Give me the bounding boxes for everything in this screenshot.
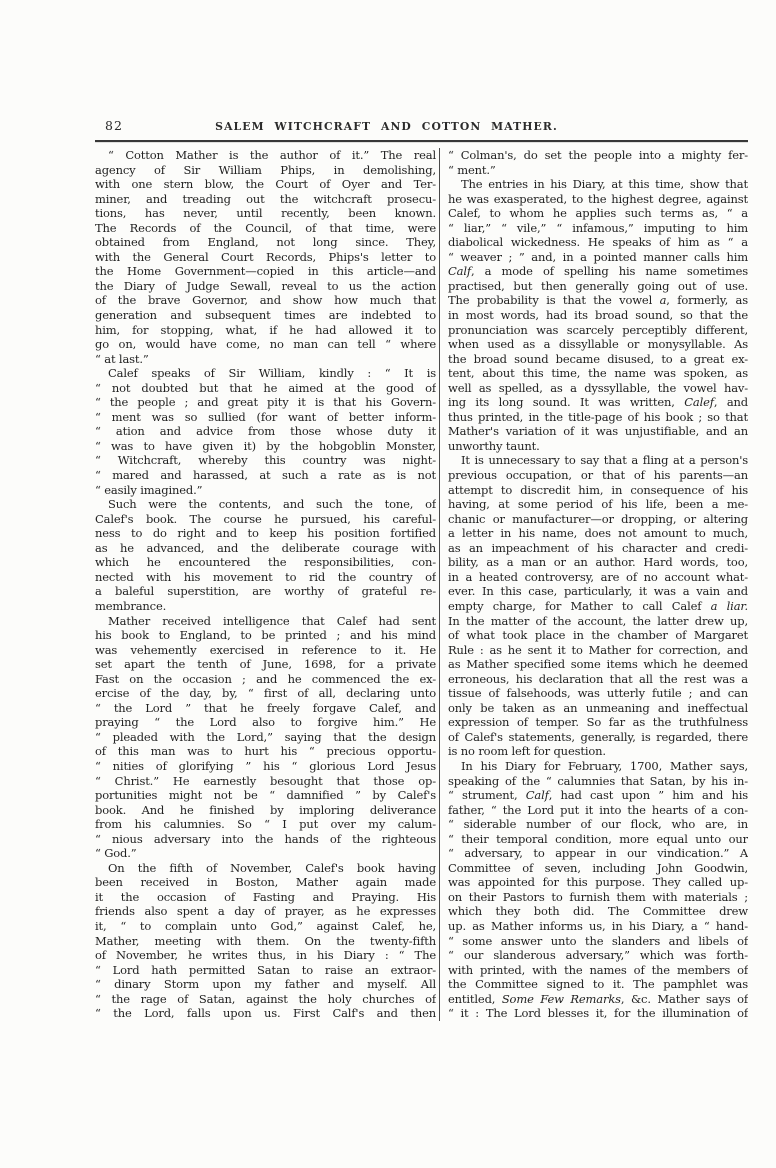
text-line: father, “ the Lord put it into the hearts of a con- bbox=[448, 802, 748, 817]
text-line: up. as Mather informs us, in his Diary, a “ hand- bbox=[448, 918, 748, 933]
left-column bbox=[95, 148, 436, 1021]
text-line: set apart the tenth of June, 1698, for a private bbox=[95, 657, 436, 672]
text-line: of this man was to hurt his “ precious opportu- bbox=[95, 744, 436, 759]
text-line: “ easily imagined.” bbox=[95, 482, 203, 497]
text-line: portunities might not be “ damnified ” by Calef's bbox=[95, 788, 436, 803]
text-block bbox=[95, 116, 748, 1021]
text-line: expression of temper. So far as the truthfulness bbox=[448, 715, 748, 730]
text-line: previous occupation, or that of his parents—an bbox=[448, 468, 748, 483]
text-line: generation and subsequent times are indebted to bbox=[95, 308, 436, 323]
text-line: him, for stopping, what, if he had allowed it to bbox=[95, 322, 436, 337]
text-line: a letter in his name, does not amount to much, bbox=[448, 526, 748, 541]
text-line: practised, but then generally going out of use. bbox=[448, 278, 748, 293]
text-line: in most words, had its broad sound, so that the bbox=[448, 308, 748, 323]
text-line: his book to England, to be printed ; and his mind bbox=[95, 628, 436, 643]
text-line: when used as a dissyllable or monysyllable. As bbox=[448, 337, 748, 352]
text-line: “ our slanderous adversary,” which was forth- bbox=[448, 948, 748, 963]
two-column-body bbox=[95, 148, 748, 1021]
text-line: thus printed, in the title-page of his book ; so that bbox=[448, 409, 748, 424]
text-line: book. And he finished by imploring deliverance bbox=[95, 802, 436, 817]
text-line: entitled, Some Few Remarks, &c. Mather says of bbox=[448, 991, 748, 1006]
text-line: he was exasperated, to the highest degree, against bbox=[448, 191, 748, 206]
text-line: “ some answer unto the slanders and libels of bbox=[448, 933, 748, 948]
text-line: attempt to discredit him, in consequence of his bbox=[448, 482, 748, 497]
text-line: of November, he writes thus, in his Diary : “ The bbox=[95, 948, 436, 963]
text-line: ever. In this case, particularly, it was a vain and bbox=[448, 584, 748, 599]
text-line: Committee of seven, including John Goodwin, bbox=[448, 860, 748, 875]
text-line: Calef's book. The course he pursued, his careful- bbox=[95, 511, 436, 526]
text-line: tent, about this time, the name was spoken, as bbox=[448, 366, 748, 381]
text-line: unworthy taunt. bbox=[448, 438, 540, 453]
text-line: “ Lord hath permitted Satan to raise an extraor- bbox=[95, 962, 436, 977]
text-line: “ it : The Lord blesses it, for the illumination of bbox=[448, 1006, 748, 1021]
text-line: “ Colman's, do set the people into a mighty fer- bbox=[448, 148, 748, 162]
page-header bbox=[95, 116, 748, 137]
text-line: which he encountered the responsibilities, con- bbox=[95, 555, 436, 570]
text-line: from his calumnies. So “ I put over my calum- bbox=[95, 817, 436, 832]
text-line: which they both did. The Committee drew bbox=[448, 904, 748, 919]
text-line: having, at some period of his life, been a me- bbox=[448, 497, 748, 512]
text-line: the Home Government—copied in this article—and bbox=[95, 264, 436, 279]
text-line: “ the Lord, falls upon us. First Calf's and then bbox=[95, 1006, 436, 1021]
text-line: miner, and treading out the witchcraft prosecu- bbox=[95, 191, 436, 206]
text-line: The probability is that the vowel a, formerly, as bbox=[448, 293, 748, 308]
text-line: “ the people ; and great pity it is that his Govern- bbox=[95, 395, 436, 410]
text-line: “ Christ.” He earnestly besought that those op- bbox=[95, 773, 436, 788]
text-line: “ nities of glorifying ” his “ glorious Lord Jesus bbox=[95, 758, 436, 773]
text-line: praying “ the Lord also to forgive him.” He bbox=[95, 715, 436, 730]
column-divider bbox=[439, 148, 440, 1021]
text-line: Mather received intelligence that Calef had sent bbox=[108, 613, 436, 628]
text-line: with printed, with the names of the members of bbox=[448, 962, 748, 977]
text-line: “ the rage of Satan, against the holy churches of bbox=[95, 991, 436, 1006]
text-line: “ Cotton Mather is the author of it.” The real bbox=[108, 148, 436, 162]
text-line: “ Witchcraft, whereby this country was night- bbox=[95, 453, 436, 468]
text-line: “ adversary, to appear in our vindication.” A bbox=[448, 846, 748, 861]
text-line: obtained from England, not long since. They, bbox=[95, 235, 436, 250]
text-line: “ mared and harassed, at such a rate as is not bbox=[95, 468, 436, 483]
text-line: as Mather specified some items which he deemed bbox=[448, 657, 748, 672]
text-line: Fast on the occasion ; and he commenced the ex- bbox=[95, 671, 436, 686]
text-line: the Diary of Judge Sewall, reveal to us the action bbox=[95, 278, 436, 293]
text-line: as he advanced, and the deliberate courage with bbox=[95, 540, 436, 555]
text-line: a baleful superstition, are worthy of grateful re- bbox=[95, 584, 436, 599]
text-line: Such were the contents, and such the tone, of bbox=[108, 497, 436, 512]
text-line: ercise of the day, by, “ first of all, declaring unto bbox=[95, 686, 436, 701]
text-line: “ siderable number of our flock, who are, in bbox=[448, 817, 748, 832]
text-line: bility, as a man or an author. Hard words, too, bbox=[448, 555, 748, 570]
text-line: in a heated controversy, are of no account what- bbox=[448, 569, 748, 584]
text-line: agency of Sir William Phips, in demolishing, bbox=[95, 162, 436, 177]
text-line: “ pleaded with the Lord,” saying that the design bbox=[95, 729, 436, 744]
text-line: Rule : as he sent it to Mather for correction, and bbox=[448, 642, 748, 657]
text-line: “ strument, Calf, had cast upon ” him and his bbox=[448, 788, 748, 803]
text-line: “ ment.” bbox=[448, 162, 496, 177]
text-line: was vehemently exercised in reference to it. He bbox=[95, 642, 436, 657]
text-line: the Committee signed to it. The pamphlet was bbox=[448, 977, 748, 992]
text-line: The Records of the Council, of that time, were bbox=[95, 220, 436, 235]
text-line: “ liar,” “ vile,” “ infamous,” imputing to him bbox=[448, 220, 748, 235]
text-line: is no room left for question. bbox=[448, 744, 606, 759]
text-line: friends also spent a day of prayer, as he expresses bbox=[95, 904, 436, 919]
text-line: “ not doubted but that he aimed at the good of bbox=[95, 380, 436, 395]
text-line: ness to do right and to keep his position fortified bbox=[95, 526, 436, 541]
text-line: Mather's variation of it was unjustifiable, and an bbox=[448, 424, 748, 439]
text-line: well as spelled, as a dyssyllable, the vowel hav- bbox=[448, 380, 748, 395]
text-line: Calf, a mode of spelling his name sometimes bbox=[448, 264, 748, 279]
right-column bbox=[448, 148, 748, 1021]
text-line: Calef, to whom he applies such terms as, “ a bbox=[448, 206, 748, 221]
text-line: “ ment was so sullied (for want of better inform- bbox=[95, 409, 436, 424]
text-line: “ their temporal condition, more equal unto our bbox=[448, 831, 748, 846]
text-line: “ weaver ; ” and, in a pointed manner calls him bbox=[448, 249, 748, 264]
running-title: SALEM WITCHCRAFT AND COTTON MATHER. bbox=[215, 120, 558, 133]
text-line: “ at last.” bbox=[95, 351, 149, 366]
text-line: tions, has never, until recently, been known. bbox=[95, 206, 436, 221]
text-line: Calef speaks of Sir William, kindly : “ It is bbox=[108, 366, 436, 381]
text-line: as an impeachment of his character and credi- bbox=[448, 540, 748, 555]
text-line: of Calef's statements, generally, is regarded, there bbox=[448, 729, 748, 744]
text-line: with the General Court Records, Phips's letter to bbox=[95, 249, 436, 264]
text-line: “ nious adversary into the hands of the righteous bbox=[95, 831, 436, 846]
text-line: “ ation and advice from those whose duty it bbox=[95, 424, 436, 439]
text-line: “ the Lord ” that he freely forgave Calef, and bbox=[95, 700, 436, 715]
text-line: the broad sound became disused, to a great ex- bbox=[448, 351, 748, 366]
text-line: only be taken as an unmeaning and ineffectual bbox=[448, 700, 748, 715]
text-line: empty charge, for Mather to call Calef a liar. bbox=[448, 598, 748, 613]
header-rule bbox=[95, 140, 748, 142]
text-line: speaking of the “ calumnies that Satan, by his in- bbox=[448, 773, 748, 788]
text-line: “ dinary Storm upon my father and myself. All bbox=[95, 977, 436, 992]
text-line: with one stern blow, the Court of Oyer and Ter- bbox=[95, 177, 436, 192]
text-line: it, “ to complain unto God,” against Calef, he, bbox=[95, 918, 436, 933]
text-line: membrance. bbox=[95, 598, 167, 613]
text-line: on their Pastors to furnish them with materials ; bbox=[448, 889, 748, 904]
text-line: chanic or manufacturer—or dropping, or altering bbox=[448, 511, 748, 526]
text-line: Mather, meeting with them. On the twenty-fifth bbox=[95, 933, 436, 948]
text-line: “ was to have given it) by the hobgoblin Monster, bbox=[95, 438, 436, 453]
text-line: was appointed for this purpose. They called up- bbox=[448, 875, 748, 890]
text-line: pronunciation was scarcely perceptibly different, bbox=[448, 322, 748, 337]
text-line: diabolical wickedness. He speaks of him as “ a bbox=[448, 235, 748, 250]
text-line: go on, would have come, no man can tell “ where bbox=[95, 337, 436, 352]
text-line: it the occasion of Fasting and Praying. His bbox=[95, 889, 436, 904]
text-line: erroneous, his declaration that all the rest was a bbox=[448, 671, 748, 686]
text-line: On the fifth of November, Calef's book having bbox=[108, 860, 436, 875]
text-line: of what took place in the chamber of Margaret bbox=[448, 628, 748, 643]
text-line: been received in Boston, Mather again made bbox=[95, 875, 436, 890]
text-line: of the brave Governor, and show how much that bbox=[95, 293, 436, 308]
text-line: ing its long sound. It was written, Calef, and bbox=[448, 395, 748, 410]
text-line: In his Diary for February, 1700, Mather says, bbox=[461, 758, 748, 773]
text-line: The entries in his Diary, at this time, show that bbox=[461, 177, 748, 192]
text-line: “ God.” bbox=[95, 846, 137, 861]
text-line: nected with his movement to rid the country of bbox=[95, 569, 436, 584]
text-line: In the matter of the account, the latter drew up, bbox=[448, 613, 748, 628]
page-number: 82 bbox=[105, 118, 123, 133]
text-line: It is unnecessary to say that a fling at a person's bbox=[461, 453, 748, 468]
text-line: tissue of falsehoods, was utterly futile ; and can bbox=[448, 686, 748, 701]
